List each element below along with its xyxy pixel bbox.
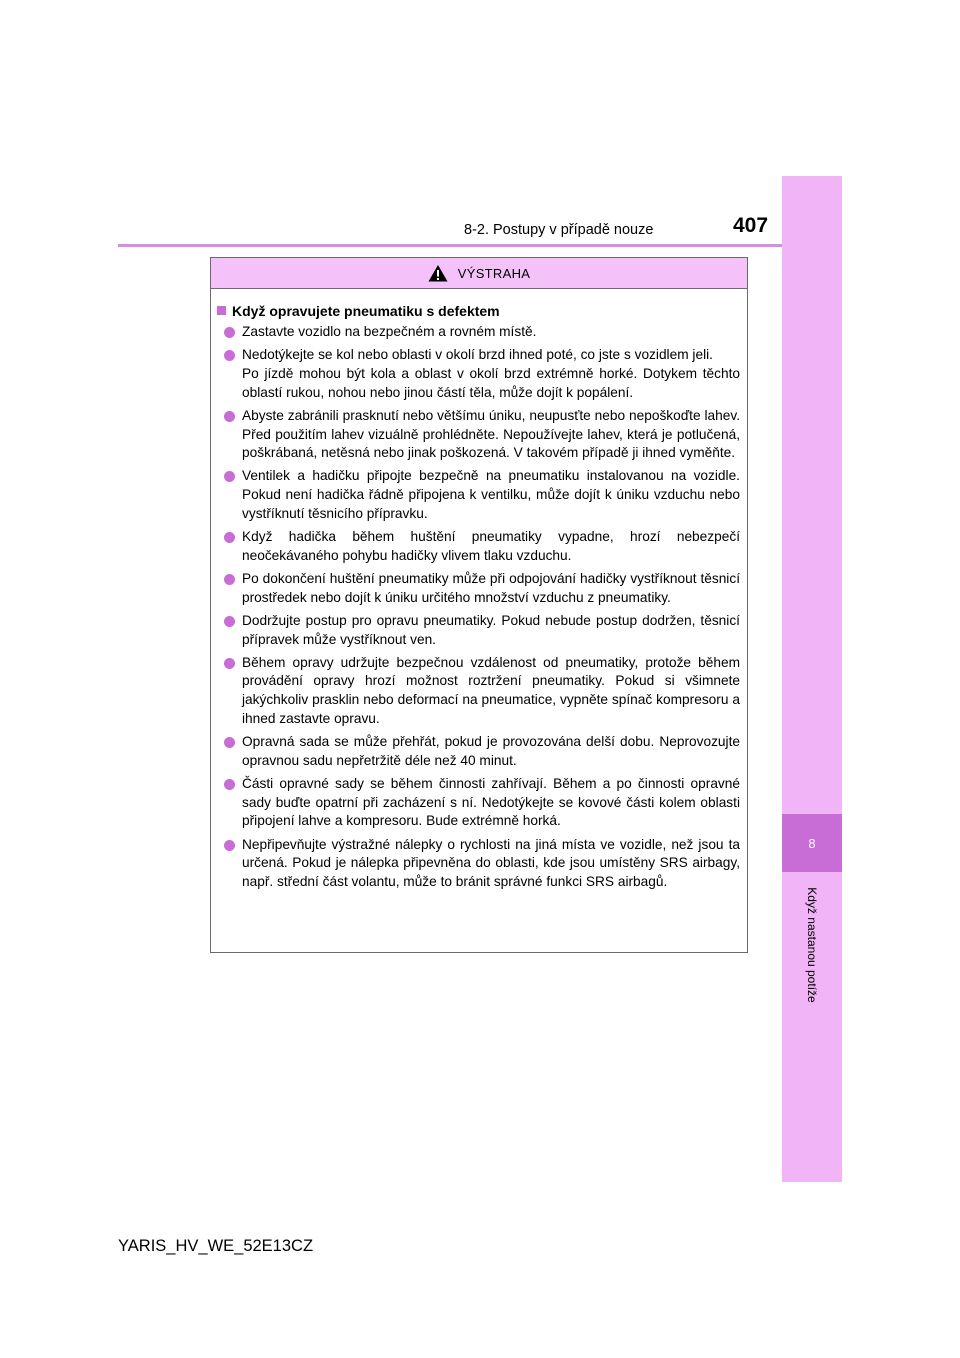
list-item-text — [242, 407, 740, 463]
chapter-number: 8 — [808, 835, 816, 851]
warning-label: VÝSTRAHA — [457, 265, 531, 281]
list-item — [217, 467, 741, 523]
list-item-text — [242, 654, 740, 729]
header-rule — [118, 244, 782, 247]
bullet-dot-icon — [224, 350, 235, 361]
list-item-paragraph: Nepřipevňujte výstražné nálepky o rychlosti na jiná místa ve vozidle, než jsou ta určená. Pokud je nálepka připevněna do oblasti, kde jsou umístěny SRS airbagy, např. střední část volantu, může to bránit správné funkci SRS airbagů. — [242, 836, 740, 889]
list-item-paragraph: Po dokončení huštění pneumatiky může při odpojování hadičky vystříknout těsnicí prostředek nebo dojít k úniku určitého množství vzduchu z pneumatiky. — [242, 570, 740, 605]
list-item-paragraph: Opravná sada se může přehřát, pokud je provozována delší dobu. Neprovozujte opravnou sadu nepřetržitě déle než 40 minut. — [242, 734, 740, 768]
list-item-paragraph: Nedotýkejte se kol nebo oblasti v okolí brzd ihned poté, co jste s vozidlem jeli. — [242, 347, 713, 363]
bullet-dot-icon — [224, 616, 235, 627]
side-tab — [782, 176, 842, 1182]
list-item-paragraph: Zastavte vozidlo na bezpečném a rovném místě. — [242, 324, 537, 339]
bullet-dot-icon — [224, 411, 235, 422]
warning-header — [211, 258, 747, 289]
warning-list — [217, 323, 741, 892]
warning-box — [210, 257, 748, 953]
page-number: 407 — [733, 214, 769, 237]
list-item-paragraph: Části opravné sady se během činnosti zahřívají. Během a po činnosti opravné sady buďte opatrní při zacházení s ní. Nedotýkejte se kovové části kolem oblasti připojení lahve a kompresoru. Bude extrémně horká. — [242, 775, 740, 829]
list-item-text — [242, 612, 740, 649]
document-code: YARIS_HV_WE_52E13CZ — [118, 1237, 314, 1255]
list-item — [217, 654, 741, 729]
bullet-dot-icon — [224, 471, 235, 482]
list-item-paragraph: Když hadička během huštění pneumatiky vypadne, hrozí nebezpečí neočekávaného pohybu hadičky vlivem tlaku vzduchu. — [242, 529, 740, 563]
bullet-dot-icon — [224, 574, 235, 585]
list-item-text — [242, 346, 740, 402]
subheading-text: Když opravujete pneumatiku s defektem — [232, 303, 500, 319]
bullet-dot-icon — [224, 327, 235, 338]
chapter-label: Když nastanou potíže — [805, 887, 819, 1003]
list-item — [217, 346, 741, 402]
list-item — [217, 775, 741, 831]
bullet-dot-icon — [224, 532, 235, 543]
list-item — [217, 407, 741, 463]
list-item — [217, 612, 741, 649]
bullet-dot-icon — [224, 737, 235, 748]
list-item-paragraph: Po jízdě mohou být kola a oblast v okolí brzd extrémně horké. Dotykem těchto oblastí rukou, nohou nebo jinou částí těla, může dojít k popálení. — [242, 365, 740, 400]
warning-body — [211, 289, 747, 892]
list-item — [217, 836, 741, 892]
list-item-text — [242, 323, 740, 342]
warning-triangle-icon — [428, 264, 448, 282]
warning-subheading — [217, 302, 741, 320]
chapter-number-box — [782, 814, 842, 872]
square-bullet-icon — [217, 306, 226, 315]
list-item — [217, 323, 741, 342]
list-item-paragraph: Ventilek a hadičku připojte bezpečně na pneumatiku instalovanou na vozidle. Pokud není hadička řádně připojena k ventilku, může dojít k úniku vzduchu nebo vystříknutí těsnicího přípravku. — [242, 468, 740, 521]
list-item-paragraph: Abyste zabránili prasknutí nebo většímu úniku, neupusťte nebo nepoškoďte lahev. Před použitím lahev vizuálně prohlédněte. Nepoužívejte lahev, která je potlučená, poškrábaná, netěsná nebo jinak poškozená. V takovém případě ji ihned vyměňte. — [242, 407, 740, 461]
bullet-dot-icon — [224, 840, 235, 851]
bullet-dot-icon — [224, 779, 235, 790]
list-item-paragraph: Dodržujte postup pro opravu pneumatiky. Pokud nebude postup dodržen, těsnicí přípravek může vystříknout ven. — [242, 612, 740, 647]
list-item-text — [242, 528, 740, 565]
list-item-text — [242, 733, 740, 770]
list-item-text — [242, 467, 740, 523]
list-item-text — [242, 570, 740, 607]
bullet-dot-icon — [224, 658, 235, 669]
list-item — [217, 528, 741, 565]
list-item-text — [242, 775, 740, 831]
section-title: 8-2. Postupy v případě nouze — [464, 222, 654, 238]
list-item — [217, 733, 741, 770]
list-item-paragraph: Během opravy udržujte bezpečnou vzdálenost od pneumatiky, protože během provádění opravy hrozí možnost roztržení pneumatiky. Pokud si všimnete jakýchkoliv prasklin nebo deformací na pneumatice, vypněte spínač kompresoru a ihned zastavte opravu. — [242, 654, 740, 726]
list-item — [217, 570, 741, 607]
list-item-text — [242, 836, 740, 892]
